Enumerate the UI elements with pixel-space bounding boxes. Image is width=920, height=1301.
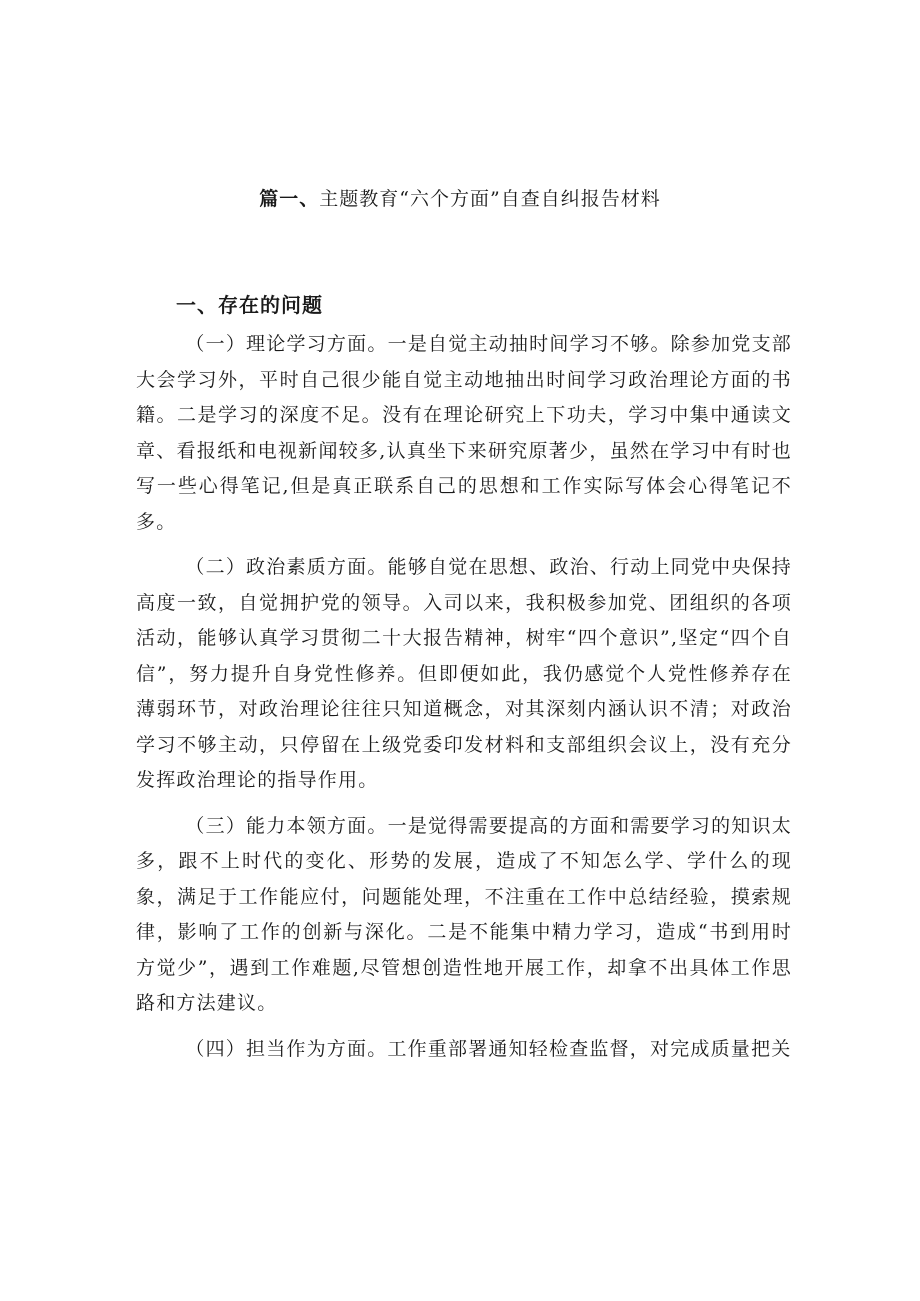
paragraph-responsibility: （四）担当作为方面。工作重部署通知轻检查监督，对完成质量把关 (185, 1037, 792, 1060)
document-title-text: 主题教育“六个方面”自查自纠报告材料 (319, 188, 661, 210)
section-heading: 一、存在的问题 (176, 293, 323, 317)
paragraph-ability: （三）能力本领方面。一是觉得需要提高的方面和需要学习的知识太多，跟不上时代的变化、形势的发展，造成了不知怎么学、学什么的现象，满足于工作能应付，问题能处理，不注重在工作中总结经验，摸索规律，影响了工作的创新与深化。二是不能集中精力学习，造成“书到用时方觉少”，遇到工作难题,尽管想创造性地开展工作，却拿不出具体工作思路和方法建议。 (136, 814, 792, 1014)
document-title (0, 184, 920, 211)
paragraph-theory-study: （一）理论学习方面。一是自觉主动抽时间学习不够。除参加党支部大会学习外，平时自己很少能自觉主动地抽出时间学习政治理论方面的书籍。二是学习的深度不足。没有在理论研究上下功夫，学习中集中通读文章、看报纸和电视新闻较多,认真坐下来研究原著少，虽然在学习中有时也写一些心得笔记,但是真正联系自己的思想和工作实际写体会心得笔记不多。 (136, 333, 792, 533)
document-title-lead: 篇一、 (259, 188, 320, 210)
paragraph-political-quality: （二）政治素质方面。能够自觉在思想、政治、行动上同党中央保持高度一致，自觉拥护党的领导。入司以来，我积极参加党、团组织的各项活动，能够认真学习贯彻二十大报告精神，树牢“四个意识”,坚定“四个自信”，努力提升自身党性修养。但即便如此，我仍感觉个人党性修养存在薄弱环节，对政治理论往往只知道概念，对其深刻内涵认识不清；对政治学习不够主动，只停留在上级党委印发材料和支部组织会议上，没有充分发挥政治理论的指导作用。 (136, 556, 792, 791)
document-body (136, 327, 792, 1077)
